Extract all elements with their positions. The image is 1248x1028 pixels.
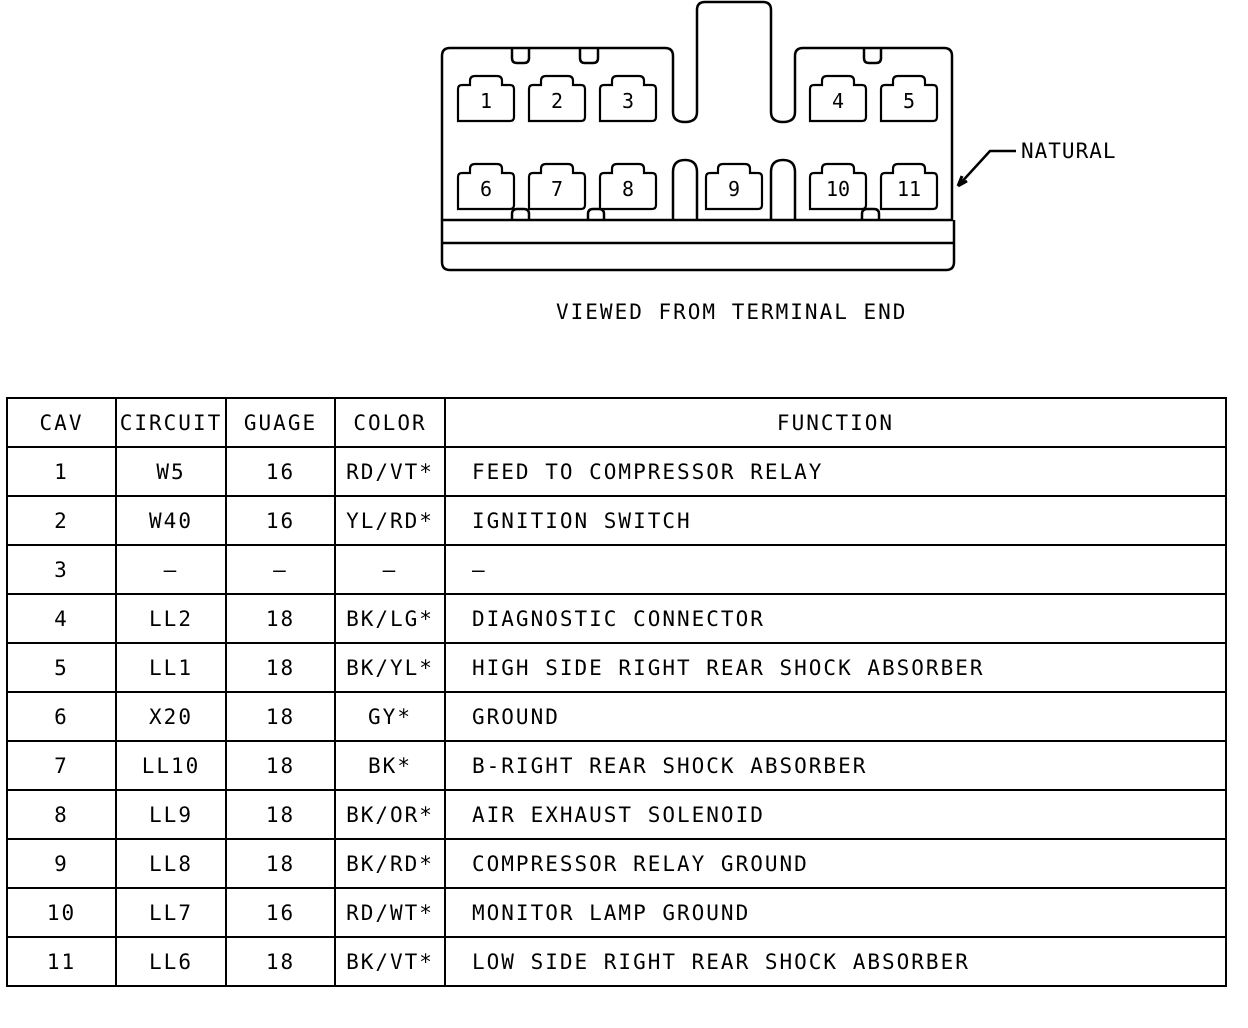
bottom-notch-1 xyxy=(512,209,529,220)
pin-label-1: 1 xyxy=(479,89,493,113)
cell-circuit: LL2 xyxy=(116,594,226,643)
cell-guage: 18 xyxy=(226,643,335,692)
cell-function: AIR EXHAUST SOLENOID xyxy=(445,790,1226,839)
header-guage: GUAGE xyxy=(226,398,335,447)
cell-function: COMPRESSOR RELAY GROUND xyxy=(445,839,1226,888)
cell-cav: 1 xyxy=(7,447,116,496)
cell-cav: 5 xyxy=(7,643,116,692)
top-notch-1 xyxy=(512,48,529,63)
table-row xyxy=(7,692,1226,741)
top-notch-3 xyxy=(864,48,881,63)
cell-function: HIGH SIDE RIGHT REAR SHOCK ABSORBER xyxy=(445,643,1226,692)
pin-label-9: 9 xyxy=(727,177,741,201)
cell-cav: 2 xyxy=(7,496,116,545)
table-row xyxy=(7,937,1226,986)
cell-guage: 18 xyxy=(226,594,335,643)
cell-function: IGNITION SWITCH xyxy=(445,496,1226,545)
cell-guage: 18 xyxy=(226,692,335,741)
cell-circuit: X20 xyxy=(116,692,226,741)
cell-cav: 4 xyxy=(7,594,116,643)
cell-color: RD/VT* xyxy=(335,447,445,496)
cell-color: — xyxy=(335,545,445,594)
wiring-table xyxy=(6,397,1227,987)
pin-label-3: 3 xyxy=(621,89,635,113)
table-row xyxy=(7,839,1226,888)
header-color: COLOR xyxy=(335,398,445,447)
cell-color: BK/OR* xyxy=(335,790,445,839)
cell-guage: 16 xyxy=(226,888,335,937)
pin-label-7: 7 xyxy=(550,177,564,201)
cell-function: — xyxy=(445,545,1226,594)
table-row xyxy=(7,496,1226,545)
cell-circuit: W5 xyxy=(116,447,226,496)
cell-color: YL/RD* xyxy=(335,496,445,545)
cell-color: GY* xyxy=(335,692,445,741)
header-circuit: CIRCUIT xyxy=(116,398,226,447)
bottom-notch-3 xyxy=(862,209,879,220)
cell-color: BK/RD* xyxy=(335,839,445,888)
cell-circuit: — xyxy=(116,545,226,594)
cell-function: GROUND xyxy=(445,692,1226,741)
cell-cav: 8 xyxy=(7,790,116,839)
cell-cav: 9 xyxy=(7,839,116,888)
pin-label-10: 10 xyxy=(825,177,851,201)
cell-guage: 16 xyxy=(226,447,335,496)
pin-label-4: 4 xyxy=(831,89,845,113)
header-function: FUNCTION xyxy=(445,398,1226,447)
pin-label-6: 6 xyxy=(479,177,493,201)
cell-cav: 6 xyxy=(7,692,116,741)
cell-function: DIAGNOSTIC CONNECTOR xyxy=(445,594,1226,643)
top-notch-2 xyxy=(580,48,598,63)
connector-base xyxy=(442,220,954,270)
cell-function: MONITOR LAMP GROUND xyxy=(445,888,1226,937)
connector-key-lower xyxy=(673,160,697,220)
pin-label-11: 11 xyxy=(896,177,922,201)
connector-key-lower-right xyxy=(771,160,795,220)
cell-circuit: LL9 xyxy=(116,790,226,839)
table-row xyxy=(7,741,1226,790)
cell-color: BK* xyxy=(335,741,445,790)
bottom-notch-2 xyxy=(588,209,604,220)
cell-circuit: LL8 xyxy=(116,839,226,888)
cell-circuit: LL6 xyxy=(116,937,226,986)
cell-cav: 10 xyxy=(7,888,116,937)
cell-circuit: W40 xyxy=(116,496,226,545)
cell-cav: 7 xyxy=(7,741,116,790)
table-header-row xyxy=(7,398,1226,447)
header-cav: CAV xyxy=(7,398,116,447)
cell-color: BK/YL* xyxy=(335,643,445,692)
cell-cav: 3 xyxy=(7,545,116,594)
connector-diagram xyxy=(0,0,1248,300)
cell-guage: 18 xyxy=(226,741,335,790)
cell-guage: 18 xyxy=(226,937,335,986)
cell-color: BK/LG* xyxy=(335,594,445,643)
cell-cav: 11 xyxy=(7,937,116,986)
table-row xyxy=(7,447,1226,496)
cell-guage: — xyxy=(226,545,335,594)
cell-function: B-RIGHT REAR SHOCK ABSORBER xyxy=(445,741,1226,790)
cell-guage: 16 xyxy=(226,496,335,545)
table-row xyxy=(7,545,1226,594)
cell-color: BK/VT* xyxy=(335,937,445,986)
cell-circuit: LL7 xyxy=(116,888,226,937)
table-row xyxy=(7,888,1226,937)
diagram-caption: VIEWED FROM TERMINAL END xyxy=(556,300,908,324)
table-row xyxy=(7,594,1226,643)
cell-guage: 18 xyxy=(226,839,335,888)
cell-function: LOW SIDE RIGHT REAR SHOCK ABSORBER xyxy=(445,937,1226,986)
callout-label: NATURAL xyxy=(1021,139,1117,163)
table-row xyxy=(7,790,1226,839)
cell-guage: 18 xyxy=(226,790,335,839)
pin-label-2: 2 xyxy=(550,89,564,113)
cell-color: RD/WT* xyxy=(335,888,445,937)
cell-function: FEED TO COMPRESSOR RELAY xyxy=(445,447,1226,496)
cell-circuit: LL10 xyxy=(116,741,226,790)
pin-label-8: 8 xyxy=(621,177,635,201)
cell-circuit: LL1 xyxy=(116,643,226,692)
pin-label-5: 5 xyxy=(902,89,916,113)
table-row xyxy=(7,643,1226,692)
